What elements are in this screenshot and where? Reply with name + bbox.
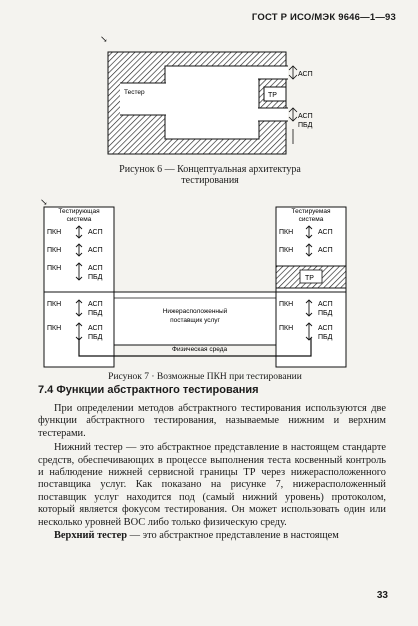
figure-7-caption: Рисунок 7 · Возможные ПКН при тестировании [108, 372, 302, 382]
paragraph-3 [38, 530, 386, 542]
fig7-right-asp-2: АСП [318, 247, 333, 254]
fig6-tp-label: ТР [268, 92, 277, 99]
fig7-right-pkn-1: ПКН [279, 229, 294, 236]
fig7-right-pkn-2: ПКН [279, 247, 294, 254]
fig7-left-pkn-2: ПКН [47, 247, 62, 254]
fig7-right-pbd-4: ПБД [318, 334, 333, 341]
section-heading: 7.4 Функции абстрактного тестирования [38, 384, 259, 396]
body-text [38, 403, 386, 542]
fig6-tester-label: Тестер [124, 89, 145, 96]
fig7-service-line-2: поставщик услуг [170, 317, 220, 324]
fig7-left-asp-1: АСП [88, 229, 103, 236]
fig7-service-line-1: Нижерасположенный [162, 308, 228, 315]
fig7-left-title-2: система [66, 216, 92, 223]
fig7-right-pkn-4: ПКН [279, 325, 294, 332]
fig7-left-asp-3: АСП [88, 265, 103, 272]
fig7-left-asp-5: АСП [88, 325, 103, 332]
paragraph-3-text: — это абстрактное представление в настоящем [127, 530, 339, 542]
fig7-left-title-1: Тестирующая [58, 208, 100, 215]
fig6-caption-line-2: тестирования [181, 175, 239, 186]
paragraph-2: Нижний тестер — это абстрактное представление в настоящем стандарте средств, обеспечивающих в процессе выполнения теста косвенный контроль и наблюдение нижней сервисной границы ТР через нижерасположенного поставщика услуг. Как показано на рисунке 7, нижерасположенный поставщик услуг находится под (самый нижний уровень) протоколом, который является фокусом тестирования. Он может использовать один или несколько уровней ВОС либо только физическую среду. [38, 442, 386, 528]
fig7-right-title-1: Тестируемая [291, 208, 331, 215]
fig7-right-tp: ТР [305, 275, 314, 282]
fig7-left-pkn-5: ПКН [47, 325, 62, 332]
fig7-left-asp-4: АСП [88, 301, 103, 308]
fig6-asp1-label: АСП [298, 71, 313, 78]
fig7-left-pbd-5: ПБД [88, 334, 103, 341]
fig6-pbd-label: ПБД [298, 122, 313, 129]
fig7-right-asp-3: АСП [318, 301, 333, 308]
figure-6 [100, 34, 313, 154]
fig7-physical-label: Физическая среда [172, 346, 228, 353]
fig7-left-pbd-3: ПБД [88, 274, 103, 281]
fig7-left-pkn-4: ПКН [47, 301, 62, 308]
paragraph-1: При определении методов абстрактного тестирования используются две функции абстрактного тестирования, называемые нижним и верхним тестерами. [38, 403, 386, 439]
fig7-right-pbd-3: ПБД [318, 310, 333, 317]
fig7-left-pkn-3: ПКН [47, 265, 62, 272]
fig7-right-asp-4: АСП [318, 325, 333, 332]
fig7-right-pkn-3: ПКН [279, 301, 294, 308]
fig7-left-pbd-4: ПБД [88, 310, 103, 317]
page-number: 33 [376, 590, 388, 601]
corner-mark: ↘ [100, 34, 108, 44]
fig6-asp2-label: АСП [298, 113, 313, 120]
fig7-corner-mark: ↘ [40, 197, 48, 207]
fig7-left-pkn-1: ПКН [47, 229, 62, 236]
fig7-right-asp-1: АСП [318, 229, 333, 236]
fig7-left-asp-2: АСП [88, 247, 103, 254]
fig7-right-title-2: система [298, 216, 324, 223]
figure-6-caption [60, 164, 360, 186]
fig6-caption-line-1: Рисунок 6 — Концептуальная архитектура [119, 164, 301, 175]
upper-tester-term: Верхний тестер [54, 530, 128, 542]
document-header: ГОСТ Р ИСО/МЭК 9646—1—93 [251, 12, 396, 23]
figure-7 [40, 197, 346, 367]
